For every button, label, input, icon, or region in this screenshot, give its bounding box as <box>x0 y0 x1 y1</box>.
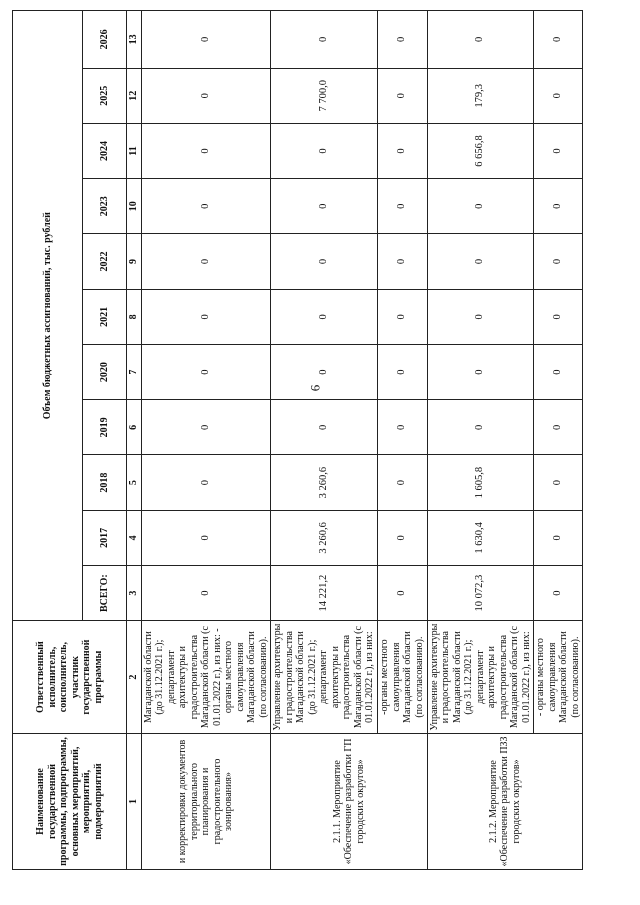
column-index: 10 <box>127 179 142 234</box>
value-cell: 0 <box>271 234 378 289</box>
value-cell: 179,3 <box>427 68 534 123</box>
value-cell: 0 <box>141 123 271 178</box>
value-cell: 0 <box>534 11 583 69</box>
row-executor: - органы местного самоуправления Магаданской области (по согласованию). <box>534 621 583 734</box>
page-number: 6 <box>307 384 323 392</box>
value-cell: 0 <box>377 68 427 123</box>
value-cell: 0 <box>141 11 271 69</box>
header-row-top <box>13 11 83 870</box>
table-row <box>271 11 378 870</box>
column-index: 9 <box>127 234 142 289</box>
row-name: и корректировки документов территориального планирования и градостроительного зонирования» <box>141 733 271 869</box>
value-cell: 0 <box>427 289 534 344</box>
value-cell: 0 <box>377 179 427 234</box>
value-cell: 0 <box>141 344 271 399</box>
column-index: 1 <box>127 733 142 869</box>
row-name: 2.1.2. Мероприятие «Обеспечение разработки ПЗЗ городских округов» <box>427 733 583 869</box>
value-cell: 0 <box>534 179 583 234</box>
value-cell: 0 <box>377 234 427 289</box>
value-cell: 0 <box>377 455 427 510</box>
value-cell: 7 700,0 <box>271 68 378 123</box>
column-index: 6 <box>127 400 142 455</box>
column-index: 13 <box>127 11 142 69</box>
year-header: 2026 <box>83 11 127 69</box>
value-cell: 1 605,8 <box>427 455 534 510</box>
value-cell: 0 <box>427 11 534 69</box>
value-cell: 0 <box>141 566 271 621</box>
row-executor: Управление архитектуры и градостроительства Магаданской области (до 31.12.2021 г.); департамент архитектуры и градостроительства Магаданской области (с 01.01.2022 г.), из них: <box>271 621 378 734</box>
value-cell: 0 <box>534 123 583 178</box>
year-header: 2017 <box>83 510 127 565</box>
value-cell: 0 <box>141 68 271 123</box>
header-name: Наименование государственной программы, подпрограммы, основных мероприятий, мероприятий, подмероприятий <box>13 733 127 869</box>
value-cell: 0 <box>377 344 427 399</box>
year-header: 2023 <box>83 179 127 234</box>
year-header: 2021 <box>83 289 127 344</box>
row-executor: Магаданской области (до 31.12.2021 г.); департамент архитектуры и градостроительства Магаданской области (с 01.01.2022 г.), из них: - органы местного самоуправления Магаданской области (по согласованию). <box>141 621 271 734</box>
value-cell: 0 <box>377 566 427 621</box>
table-row <box>141 11 271 870</box>
column-index: 5 <box>127 455 142 510</box>
year-header: ВСЕГО: <box>83 566 127 621</box>
value-cell: 0 <box>534 510 583 565</box>
column-index: 11 <box>127 123 142 178</box>
value-cell: 6 656,8 <box>427 123 534 178</box>
year-header: 2025 <box>83 68 127 123</box>
column-index: 2 <box>127 621 142 734</box>
value-cell: 3 260,6 <box>271 455 378 510</box>
value-cell: 0 <box>141 400 271 455</box>
value-cell: 14 221,2 <box>271 566 378 621</box>
rotated-table-container <box>12 10 581 870</box>
value-cell: 0 <box>427 400 534 455</box>
value-cell: 0 <box>141 510 271 565</box>
budget-table <box>12 10 583 870</box>
year-header: 2019 <box>83 400 127 455</box>
value-cell: 0 <box>271 179 378 234</box>
value-cell: 0 <box>271 289 378 344</box>
column-index: 3 <box>127 566 142 621</box>
column-index: 8 <box>127 289 142 344</box>
value-cell: 0 <box>534 566 583 621</box>
value-cell: 0 <box>427 179 534 234</box>
value-cell: 0 <box>534 455 583 510</box>
header-executor: Ответственный исполнитель, соисполнитель, участник государственной программы <box>13 621 127 734</box>
value-cell: 0 <box>271 344 378 399</box>
value-cell: 0 <box>534 234 583 289</box>
row-executor: -органы местного самоуправления Магаданской области (по согласованию). <box>377 621 427 734</box>
row-name: 2.1.1. Мероприятие «Обеспечение разработки ГП городских округов» <box>271 733 428 869</box>
index-row <box>127 11 142 870</box>
value-cell: 10 072,3 <box>427 566 534 621</box>
row-executor: Управление архитектуры и градостроительства Магаданской области (до 31.12.2021 г.); департамент архитектуры и градостроительства Магаданской области (с 01.01.2022 г.), из них: <box>427 621 534 734</box>
value-cell: 0 <box>427 234 534 289</box>
table-row <box>427 11 534 870</box>
value-cell: 0 <box>141 289 271 344</box>
year-header: 2018 <box>83 455 127 510</box>
value-cell: 0 <box>377 400 427 455</box>
value-cell: 0 <box>141 179 271 234</box>
header-budget: Объем бюджетных ассигнований, тыс. рублей <box>13 11 83 621</box>
value-cell: 0 <box>271 123 378 178</box>
value-cell: 3 260,6 <box>271 510 378 565</box>
value-cell: 1 630,4 <box>427 510 534 565</box>
column-index: 7 <box>127 344 142 399</box>
value-cell: 0 <box>534 344 583 399</box>
value-cell: 0 <box>534 289 583 344</box>
year-header: 2020 <box>83 344 127 399</box>
year-header: 2022 <box>83 234 127 289</box>
value-cell: 0 <box>377 510 427 565</box>
year-header: 2024 <box>83 123 127 178</box>
value-cell: 0 <box>534 400 583 455</box>
value-cell: 0 <box>377 11 427 69</box>
value-cell: 0 <box>141 234 271 289</box>
value-cell: 0 <box>271 400 378 455</box>
value-cell: 0 <box>534 68 583 123</box>
value-cell: 0 <box>427 344 534 399</box>
column-index: 12 <box>127 68 142 123</box>
column-index: 4 <box>127 510 142 565</box>
value-cell: 0 <box>377 123 427 178</box>
value-cell: 0 <box>271 11 378 69</box>
value-cell: 0 <box>377 289 427 344</box>
value-cell: 0 <box>141 455 271 510</box>
